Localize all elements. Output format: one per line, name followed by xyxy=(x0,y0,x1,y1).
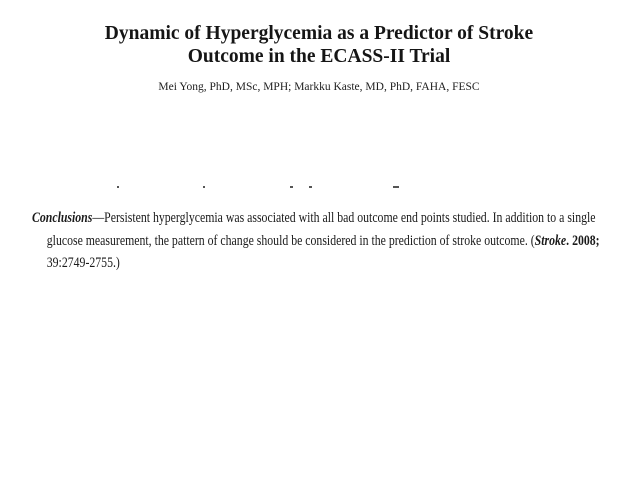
title-line-1: Dynamic of Hyperglycemia as a Predictor of Stroke xyxy=(104,23,534,44)
clipped-text-remnant xyxy=(203,186,205,188)
paper-title xyxy=(0,22,638,68)
citation-year: . 2008; xyxy=(566,232,600,249)
citation-journal: Stroke xyxy=(534,232,567,249)
abstract-conclusions xyxy=(32,207,616,275)
abstract-line-3 xyxy=(32,252,616,275)
abstract-line-1 xyxy=(32,207,616,230)
clipped-text-remnant xyxy=(290,186,293,188)
clipped-text-remnant xyxy=(309,186,312,188)
conclusions-text-2: glucose measurement, the pattern of change should be considered in the prediction of stroke outcome. ( xyxy=(46,232,535,249)
citation-volume-pages: 39:2749-2755.) xyxy=(46,255,120,271)
clipped-text-remnant xyxy=(393,186,399,188)
conclusions-label: Conclusions xyxy=(32,210,93,226)
conclusions-text-1: —Persistent hyperglycemia was associated with all bad outcome end points studied. In addition to a single xyxy=(92,210,596,226)
clipped-text-remnant xyxy=(117,186,119,188)
abstract-line-2 xyxy=(32,230,616,253)
title-line-2: Outcome in the ECASS-II Trial xyxy=(187,46,451,67)
author-list: Mei Yong, PhD, MSc, MPH; Markku Kaste, MD, PhD, FAHA, FESC xyxy=(158,81,480,93)
